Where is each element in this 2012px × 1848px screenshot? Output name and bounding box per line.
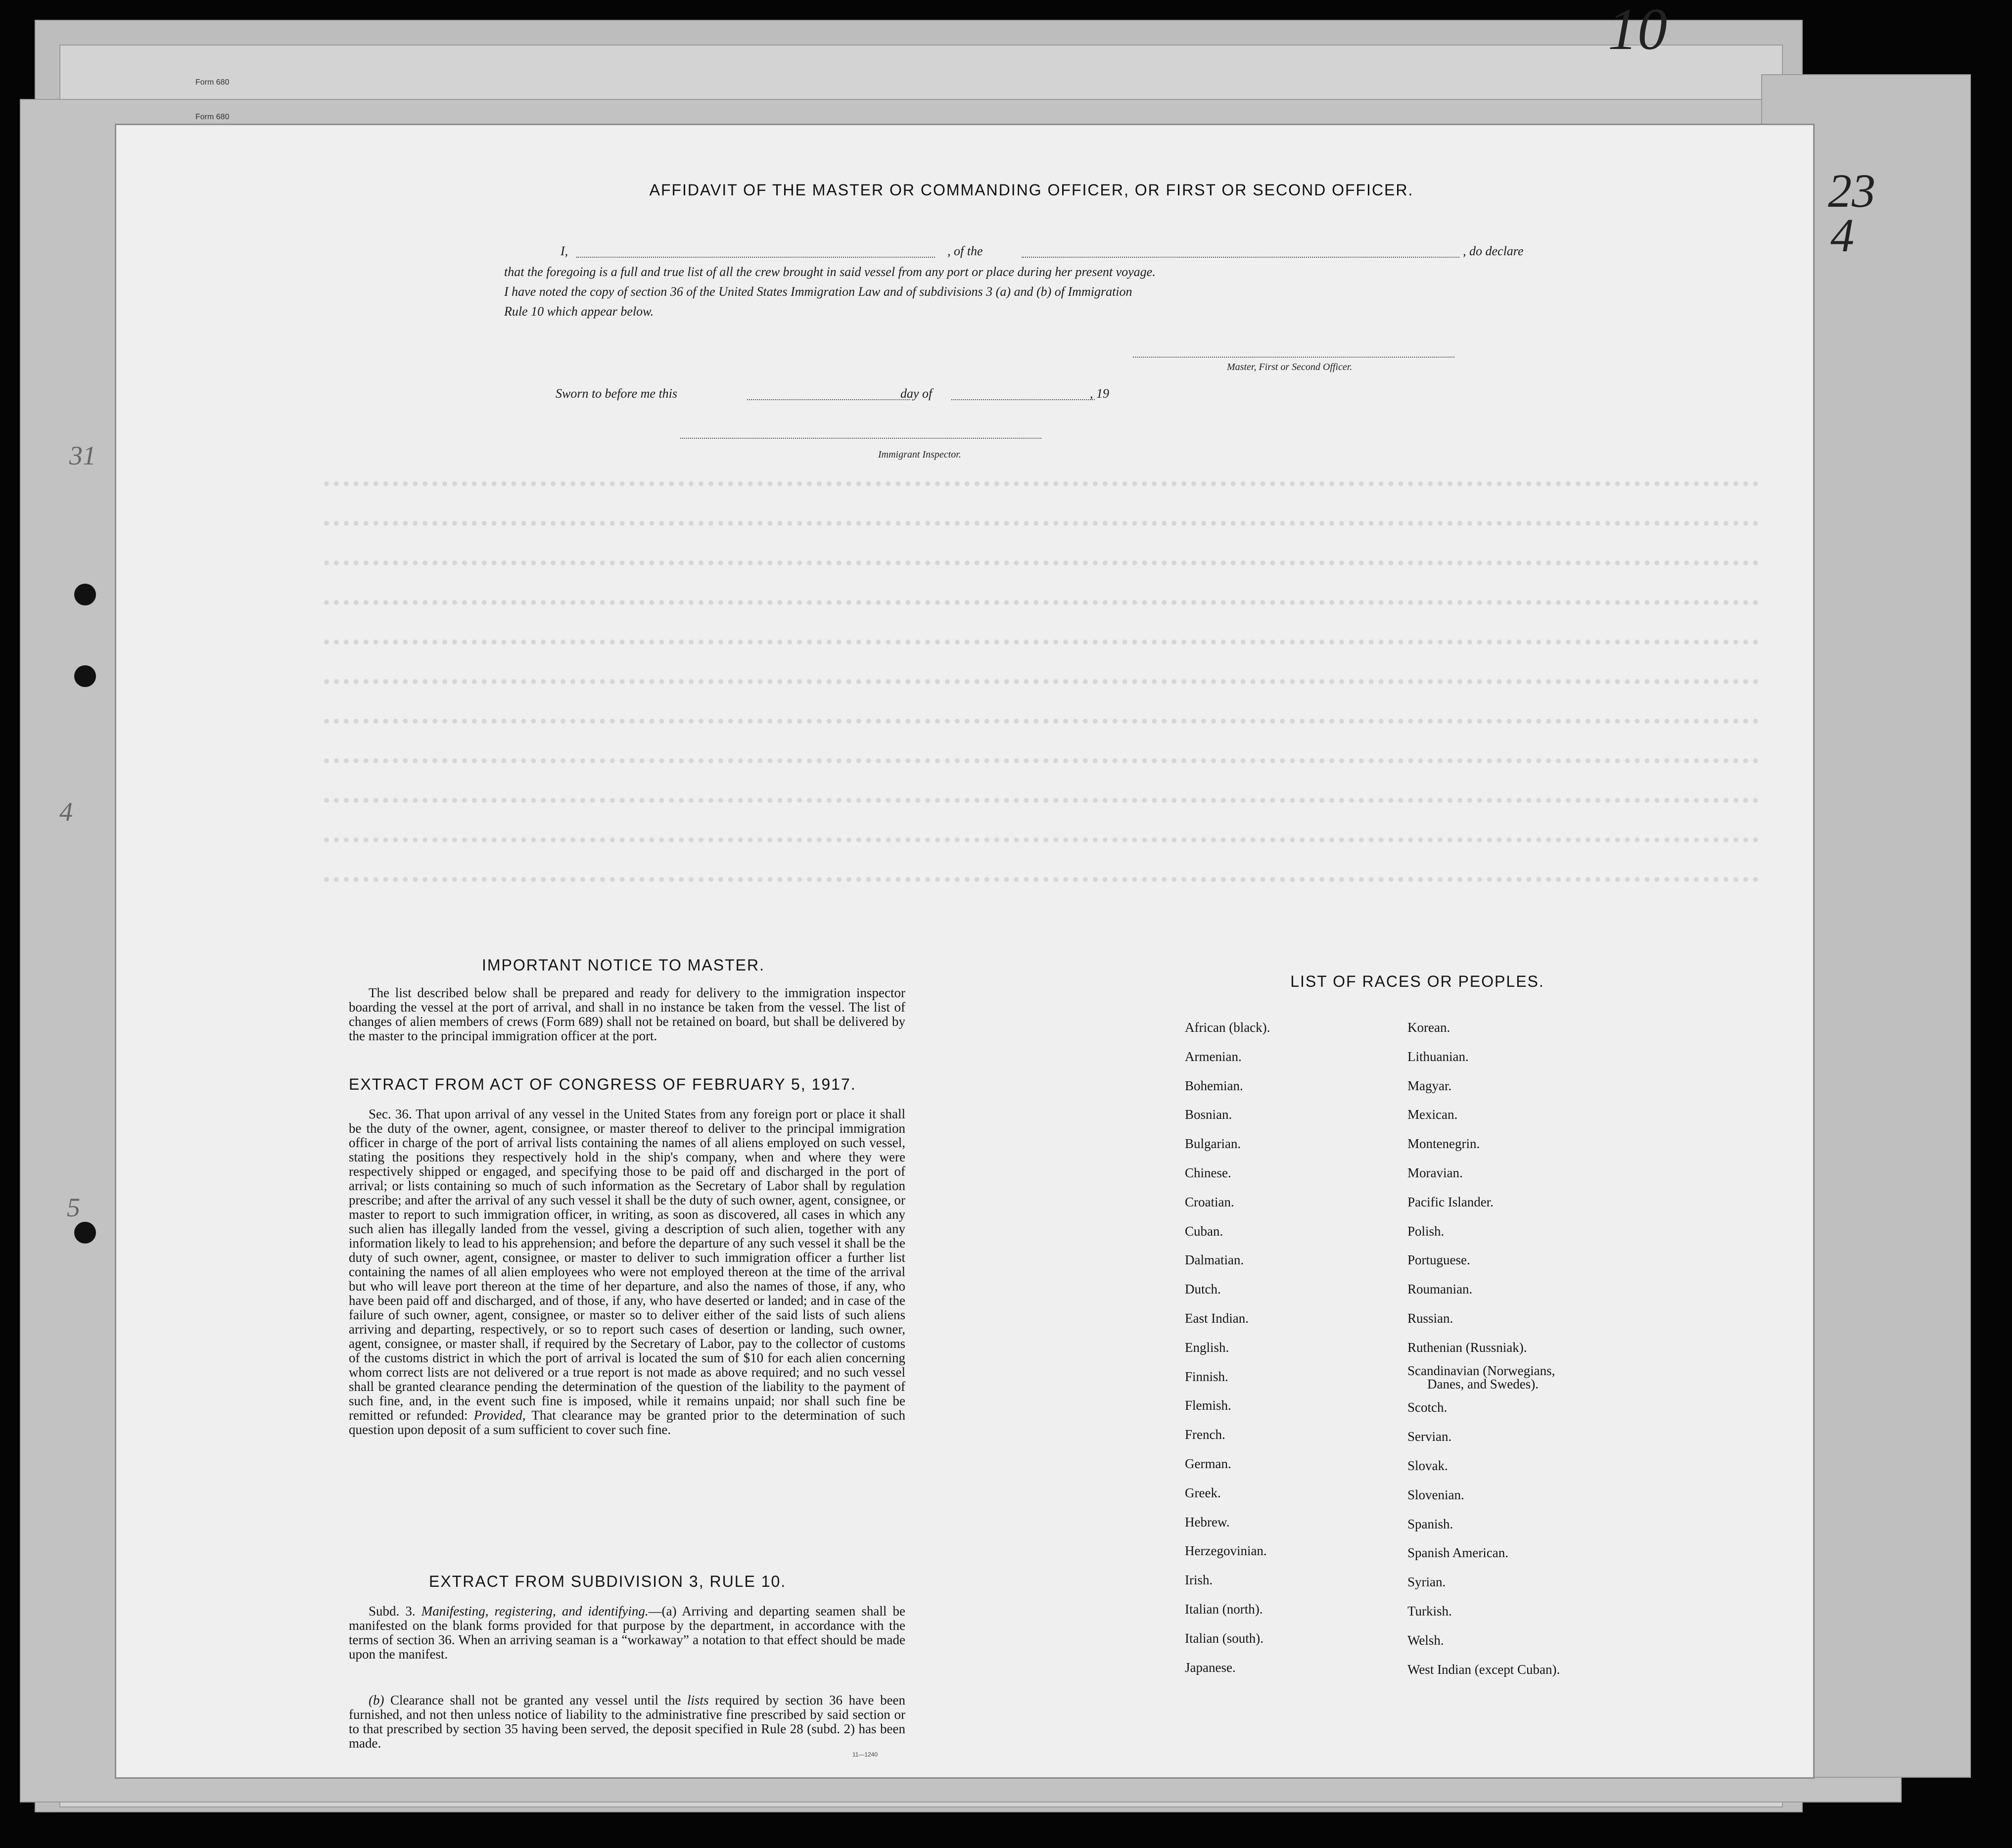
margin-number: 5 — [67, 1193, 80, 1222]
handwritten-number: 10 — [1608, 0, 1667, 62]
race-item: Welsh. — [1407, 1632, 1444, 1648]
bleed-through — [324, 719, 1759, 739]
bleed-through — [324, 521, 1759, 541]
race-item: Lithuanian. — [1407, 1049, 1469, 1064]
race-item: French. — [1185, 1427, 1225, 1442]
race-item: Servian. — [1407, 1429, 1452, 1444]
year-label: , 19 — [1090, 386, 1109, 401]
race-item: Herzegovinian. — [1185, 1543, 1267, 1559]
race-item: Pacific Islander. — [1407, 1194, 1494, 1209]
para-b-start: Clearance shall not be granted any vessel until the — [390, 1693, 681, 1708]
subd-label: Subd. 3. — [369, 1604, 416, 1618]
bleed-through — [324, 798, 1759, 818]
print-code: 11—1240 — [852, 1751, 878, 1758]
race-item: Moravian. — [1407, 1165, 1463, 1180]
race-item: East Indian. — [1185, 1310, 1249, 1326]
race-item: Bulgarian. — [1185, 1136, 1241, 1152]
race-item: Korean. — [1407, 1020, 1451, 1035]
affidavit-do-declare-label: , do declare — [1463, 244, 1524, 258]
affidavit-title: AFFIDAVIT OF THE MASTER OR COMMANDING OFFICER, OR FIRST OR SECOND OFFICER. — [649, 181, 1414, 199]
day-of-label: day of — [900, 386, 933, 401]
affidavit-of-the-label: , of the — [947, 244, 983, 258]
margin-number: 31 — [69, 441, 96, 470]
provided-label: Provided, — [473, 1408, 526, 1423]
race-item: Greek. — [1185, 1485, 1221, 1500]
race-item: Polish. — [1407, 1223, 1445, 1239]
race-item: Montenegrin. — [1407, 1136, 1480, 1152]
race-item: Portuguese. — [1407, 1252, 1470, 1268]
affidavit-i-label: I, — [561, 244, 568, 258]
race-item: Finnish. — [1185, 1369, 1228, 1384]
race-item: Scotch. — [1407, 1400, 1448, 1415]
race-item: Ruthenian (Russniak). — [1407, 1340, 1527, 1355]
binder-hole — [74, 1222, 96, 1244]
race-item: Slovenian. — [1407, 1487, 1464, 1502]
race-item: German. — [1185, 1456, 1231, 1471]
vessel-name-field[interactable] — [1022, 257, 1459, 258]
binder-hole — [74, 665, 96, 687]
affidavit-line-3: Rule 10 which appear below. — [504, 304, 654, 319]
race-item: Turkish. — [1407, 1603, 1452, 1618]
race-item: Mexican. — [1407, 1107, 1458, 1122]
race-item: Hebrew. — [1185, 1514, 1230, 1529]
race-item: Scandinavian (Norwegians, Danes, and Swedes). — [1407, 1363, 1555, 1391]
bleed-through — [324, 600, 1759, 620]
affidavit-line-2: I have noted the copy of section 36 of the United States Immigration Law and of subdivisions 3 (a) and (b) of Immigration — [504, 284, 1132, 299]
affidavit-line-1: that the foregoing is a full and true list of all the crew brought in said vessel from any port or place during her present voyage. — [504, 265, 1156, 279]
bleed-through — [324, 481, 1759, 501]
form-tab: Form 680 — [195, 113, 230, 121]
race-item: Slovak. — [1407, 1458, 1448, 1473]
act-extract-heading: EXTRACT FROM ACT OF CONGRESS OF FEBRUARY 5, 1917. — [349, 1075, 856, 1093]
races-right-column — [1407, 1013, 1560, 1684]
race-item: Syrian. — [1407, 1574, 1446, 1590]
race-item: Bohemian. — [1185, 1078, 1243, 1093]
rule-para-a — [349, 1604, 905, 1662]
form-tab: Form 680 — [195, 78, 230, 87]
race-item: African (black). — [1185, 1020, 1270, 1035]
race-item: Chinese. — [1185, 1165, 1231, 1180]
rule-para-b — [349, 1693, 905, 1751]
bleed-through — [324, 679, 1759, 699]
master-signature-field[interactable] — [1133, 357, 1454, 358]
form-page — [115, 124, 1815, 1779]
race-item: Dalmatian. — [1185, 1252, 1244, 1268]
inspector-signature-field[interactable] — [680, 438, 1041, 439]
rule-extract-heading: EXTRACT FROM SUBDIVISION 3, RULE 10. — [429, 1572, 787, 1590]
master-name-field[interactable] — [576, 257, 935, 258]
notice-text: The list described below shall be prepared and ready for delivery to the immigration inspector boarding the vessel at the port of arrival, and shall in no instance be taken from the vessel. The list of changes of alien members of crews (Form 689) shall not be retained on board, but shall be delivered by the master to the principal immigration officer at the port. — [349, 985, 905, 1043]
race-item: Irish. — [1185, 1572, 1213, 1588]
sworn-label: Sworn to before me this — [556, 386, 678, 401]
race-item: Cuban. — [1185, 1223, 1223, 1239]
race-item: Croatian. — [1185, 1194, 1234, 1209]
bleed-through — [324, 758, 1759, 778]
notice-heading: IMPORTANT NOTICE TO MASTER. — [482, 956, 765, 974]
race-item: Russian. — [1407, 1310, 1453, 1326]
binder-hole — [74, 584, 96, 605]
race-item: English. — [1185, 1340, 1229, 1355]
inspector-signature-label: Immigrant Inspector. — [878, 449, 961, 460]
race-item: Dutch. — [1185, 1282, 1221, 1297]
race-item: Italian (north). — [1185, 1601, 1263, 1617]
act-extract-text — [349, 1107, 905, 1437]
race-item: Armenian. — [1185, 1049, 1242, 1064]
race-item: Italian (south). — [1185, 1630, 1263, 1646]
para-b-rest: required by section 36 have been furnished, and not then unless notice of liability to the administrative fine prescribed by said section or to that prescribed by section 35 having been served, the deposit specified in Rule 28 (subd. 2) has been made. — [349, 1693, 906, 1751]
bleed-through — [324, 877, 1759, 897]
sworn-month-field[interactable] — [951, 399, 1095, 400]
races-heading: LIST OF RACES OR PEOPLES. — [1290, 972, 1544, 990]
race-item: Spanish. — [1407, 1516, 1453, 1531]
margin-number: 4 — [59, 797, 73, 827]
sec-label: Sec. 36. — [369, 1107, 412, 1121]
bleed-through — [324, 560, 1759, 580]
race-item: Magyar. — [1407, 1078, 1452, 1093]
race-item: Spanish American. — [1407, 1545, 1508, 1561]
race-item: Bosnian. — [1185, 1107, 1232, 1122]
para-b-lists: lists — [687, 1693, 709, 1708]
act-text: That upon arrival of any vessel in the United States from any foreign port or place it shall be the duty of the owner, agent, consignee, or master thereof to deliver to the principal immigration officer in charge of the port of arrival lists containing the names of all aliens employed on such vessel, stating the positions they respectively hold in the ship's company, when and where they were respectively shipped or engaged, and specifying those to be paid off and discharged in the port of arrival; or lists containing so much of such information as the Secretary of Labor shall by regulation prescribe; and after the arrival of any such vessel it shall be the duty of such owner, agent, consignee, or master to report to such immigration officer, in writing, as soon as discovered, all cases in which any such alien has illegally landed from the vessel, giving a description of such alien, together with any information likely to lead to his apprehension; and before the departure of any such vessel it shall be the duty of such owner, agent, consignee, or master to deliver to such immigration officer a further list containing the names of all alien employees who were not employed thereon at the time of the arrival but who will leave port thereon at the time of her departure, and also the names of those, if any, who have been paid off and discharged, and of those, if any, who have deserted or landed; and in case of the failure of such owner, agent, consignee, or master so to deliver either of the said lists of such aliens arriving and departing, respectively, or so to report such cases of desertion or landing, such owner, agent, consignee, or master shall, if required by the Secretary of Labor, pay to the collector of customs of the customs district in which the port of arrival is located the sum of $10 for each alien concerning whom correct lists are not delivered or a true report is not made as above required; and no such vessel shall be granted clearance pending the determination of the question of the liability to the payment of such fine, and, in the event such fine is imposed, while it remains unpaid; nor shall such fine be remitted or refunded: — [349, 1107, 906, 1423]
master-signature-label: Master, First or Second Officer. — [1227, 362, 1353, 372]
races-left-column — [1185, 1013, 1270, 1682]
handwritten-number: 23 — [1828, 164, 1875, 217]
sworn-day-field[interactable] — [747, 399, 910, 400]
bleed-through — [324, 640, 1759, 659]
subd-title: Manifesting, registering, and identifying. — [421, 1604, 649, 1618]
act-text-end: That clearance may be granted prior to the determination of such question upon deposit of a sum sufficient to cover such fine. — [349, 1408, 905, 1437]
race-item: Japanese. — [1185, 1660, 1236, 1675]
bleed-through — [324, 837, 1759, 857]
handwritten-number: 4 — [1830, 209, 1854, 262]
race-item: Roumanian. — [1407, 1282, 1473, 1297]
para-b-label: (b) — [369, 1693, 384, 1708]
race-item: Flemish. — [1185, 1398, 1231, 1413]
para-a-text: —(a) Arriving and departing seamen shall be manifested on the blank forms provided for that purpose by the department, in accordance with the terms of section 36. When an arriving seaman is a “workaway” a notation to that effect should be made upon the manifest. — [349, 1604, 905, 1662]
race-item: West Indian (except Cuban). — [1407, 1662, 1560, 1677]
